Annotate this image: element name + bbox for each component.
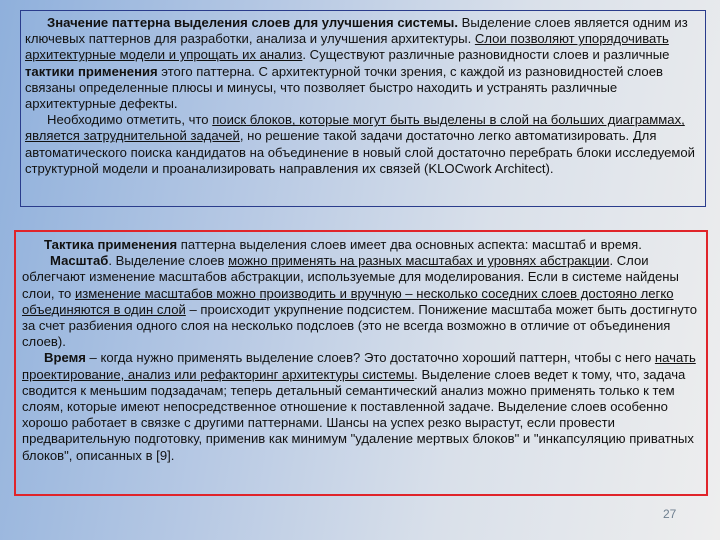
text-span: , но решение такой задачи достаточно легко автоматизировать. Для автоматического поиска кандидатов на объединение в новый слой достаточно перебрать блоки исследуемой структурной модели и проанализировать направления их связей (KLOCwork Architect). [25, 128, 695, 176]
page-number: 27 [663, 507, 677, 521]
bold-text: Тактика применения [44, 237, 178, 252]
tactics-text-block [14, 230, 708, 496]
text-span: Необходимо отметить, что [47, 112, 213, 128]
text-span: – когда нужно применять выделение слоев? Это достаточно хороший паттерн, чтобы с него [85, 350, 655, 366]
underlined-text: поиск блоков, которые могут быть выделены в слой на больших диаграммах, является затруднительной задачей [25, 112, 685, 144]
paragraph-time [22, 350, 702, 463]
underlined-text: Слои позволяют упорядочивать архитектурные модели и упрощать их анализ [25, 31, 669, 63]
intro-text-block [20, 10, 706, 207]
heading-time: Время [44, 350, 86, 366]
bold-text: тактики применения [25, 63, 158, 79]
heading-significance: Значение паттерна выделения слоев для улучшения системы. [47, 15, 458, 30]
text-span: этого паттерна. С архитектурной точки зрения, с каждой из разновидностей слоев связаны определенные плюсы и минусы, что позволяет быстро находить и устранять различные архитектурные дефекты. [25, 63, 663, 112]
text-span: . Существуют различные разновидности слоев и различные [302, 47, 670, 63]
text-span: . Выделение слоев [108, 253, 229, 269]
text-span: . Слои облегчают изменение масштабов абстракции, используемые для моделирования. Если в системе найдены слои, то [22, 253, 679, 301]
underlined-text: начать проектирование, анализ или рефакторинг архитектуры системы [22, 350, 696, 382]
text-span: Выделение слоев является одним из ключевых паттернов для разработки, анализа и улучшения архитектуры. [25, 15, 688, 47]
paragraph-scale [22, 253, 702, 350]
heading-scale: Масштаб [50, 253, 109, 269]
paragraph-significance [25, 15, 701, 112]
text-span: . Выделение слоев ведет к тому, что, задача сводится к меньшим подзадачам; теперь детальный семантический анализ можно применять только к тем слоям, которые имеют непосредственное отношение к поставленной задаче. Выделение слоев особенно хорошо работает в связке с другими паттернами. Шансы на успех резко вырастут, если провести предварительную подготовку, применив как минимум "удаление мертвых блоков" и "инкапсуляцию приватных блоков", описанных в [9]. [22, 366, 694, 463]
underlined-text: изменение масштабов можно производить и вручную – несколько соседних слоев достояно легко объединяются в один слой [22, 285, 674, 317]
text-span: – происходит укрупнение подсистем. Понижение масштаба может быть достигнуто за счет разбиения одного слоя на несколько подслоев (это не всегда возможно в отличие от объединения слоев). [22, 301, 697, 350]
paragraph-automation [25, 112, 701, 177]
text-span: паттерна выделения слоев имеет два основных аспекта: масштаб и время. [177, 237, 642, 252]
paragraph-tactics [22, 237, 702, 253]
underlined-text: можно применять на разных масштабах и уровнях абстракции [228, 253, 610, 269]
